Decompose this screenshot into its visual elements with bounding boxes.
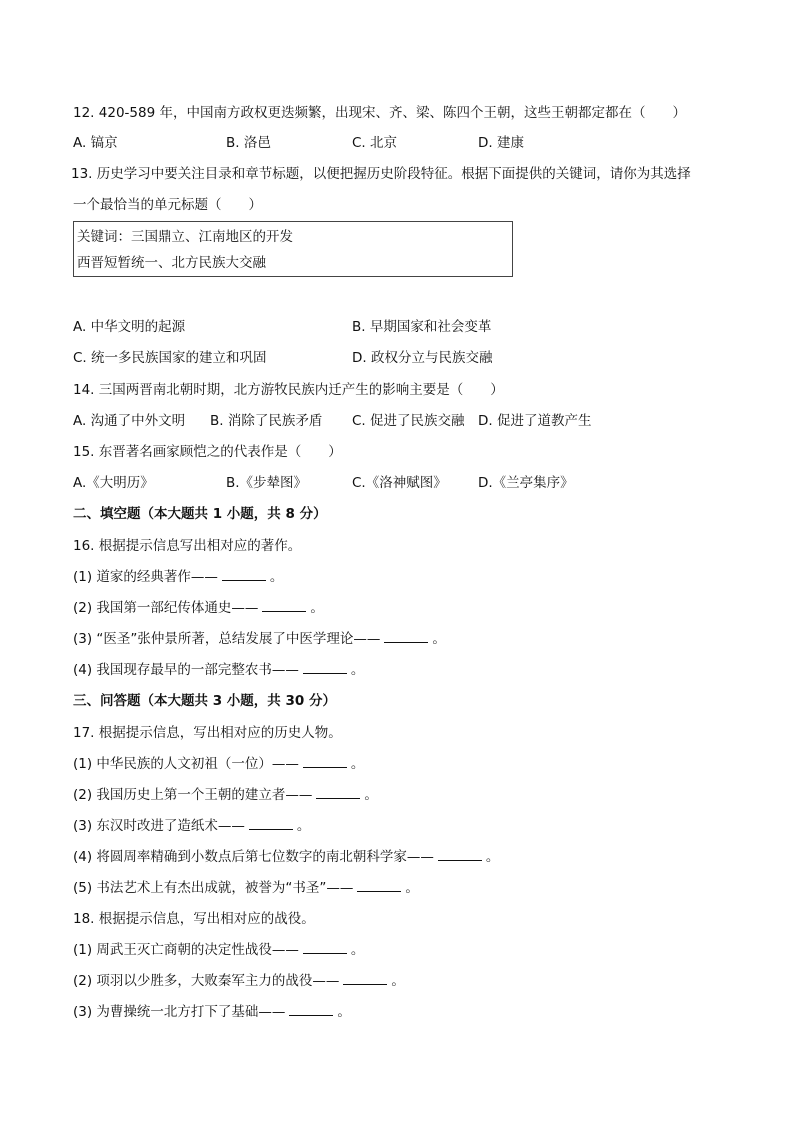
q15-option-a: A.《大明历》: [73, 475, 154, 491]
q15-options: [73, 473, 723, 493]
q14-stem: 14. 三国两晋南北朝时期，北方游牧民族内迁产生的影响主要是（ ）: [73, 382, 504, 398]
end-mark: 。: [350, 662, 365, 678]
end-mark: 。: [337, 1004, 351, 1020]
q13-keywords-line1: 关键词：三国鼎立、江南地区的开发: [77, 229, 293, 245]
q18-item-2: [73, 971, 405, 991]
answer-blank[interactable]: [289, 1003, 333, 1016]
q17-item-2: [73, 785, 378, 805]
q12-option-d: D. 建康: [478, 135, 524, 151]
q18-stem: 18. 根据提示信息，写出相对应的战役。: [73, 911, 315, 927]
q15-option-b: B.《步辇图》: [226, 475, 308, 491]
end-mark: 。: [391, 973, 405, 989]
answer-blank[interactable]: [316, 786, 360, 799]
end-mark: 。: [364, 787, 378, 803]
q17-item-3: [73, 816, 310, 836]
q16-stem: 16. 根据提示信息写出相对应的著作。: [73, 538, 302, 554]
q13-keywords-line2: 西晋短暂统一、北方民族大交融: [77, 255, 266, 271]
q16-item-1: [73, 567, 283, 587]
q13-stem-line1: 13. 历史学习中要关注目录和章节标题，以便把握历史阶段特征。根据下面提供的关键词，请你为其选择: [71, 166, 691, 182]
answer-blank[interactable]: [262, 599, 306, 612]
q17-item-5: [73, 878, 419, 898]
q14-option-d: D. 促进了道教产生: [478, 413, 592, 429]
q16-item-3: [73, 629, 446, 649]
q17-stem: 17. 根据提示信息，写出相对应的历史人物。: [73, 725, 342, 741]
q14-option-c: C. 促进了民族交融: [352, 413, 465, 429]
q18-item-2-text: (2) 项羽以少胜多，大败秦军主力的战役——: [73, 973, 340, 989]
q17-item-3-text: (3) 东汉时改进了造纸术——: [73, 818, 245, 834]
q16-item-3-text: (3) “医圣”张仲景所著，总结发展了中医学理论——: [73, 631, 381, 647]
q17-item-2-text: (2) 我国历史上第一个王朝的建立者——: [73, 787, 313, 803]
q13-options-row1: [73, 317, 723, 337]
answer-blank[interactable]: [357, 879, 401, 892]
q18-item-3-text: (3) 为曹操统一北方打下了基础——: [73, 1004, 286, 1020]
answer-blank[interactable]: [343, 972, 387, 985]
answer-blank[interactable]: [438, 848, 482, 861]
end-mark: 。: [310, 600, 324, 616]
q18-item-3: [73, 1002, 351, 1022]
end-mark: 。: [296, 818, 311, 834]
q13-option-c: C. 统一多民族国家的建立和巩固: [73, 350, 267, 366]
q12-option-b: B. 洛邑: [226, 135, 271, 151]
q15-option-d: D.《兰亭集序》: [478, 475, 574, 491]
q15-stem: 15. 东晋著名画家顾恺之的代表作是（ ）: [73, 444, 342, 460]
section2-title: 二、填空题（本大题共 1 小题，共 8 分）: [73, 506, 327, 522]
answer-blank[interactable]: [303, 755, 347, 768]
q13-options-row2: [73, 348, 723, 368]
end-mark: 。: [350, 942, 365, 958]
end-mark: 。: [405, 880, 419, 896]
answer-blank[interactable]: [249, 817, 293, 830]
q16-item-2: [73, 598, 324, 618]
q16-item-2-text: (2) 我国第一部纪传体通史——: [73, 600, 259, 616]
q12-options: [73, 133, 723, 153]
q17-item-5-text: (5) 书法艺术上有杰出成就，被誉为“书圣”——: [73, 880, 354, 896]
end-mark: 。: [350, 756, 365, 772]
section3-title: 三、问答题（本大题共 3 小题，共 30 分）: [73, 693, 336, 709]
q13-stem-line2: 一个最恰当的单元标题（ ）: [73, 197, 262, 213]
q16-item-1-text: (1) 道家的经典著作——: [73, 569, 218, 585]
q17-item-1: [73, 754, 364, 774]
q16-item-4-text: (4) 我国现存最早的一部完整农书——: [73, 662, 299, 678]
q17-item-4: [73, 847, 499, 867]
q13-option-b: B. 早期国家和社会变革: [352, 319, 492, 335]
answer-blank[interactable]: [303, 941, 347, 954]
end-mark: 。: [269, 569, 284, 585]
q12-stem: 12. 420-589 年，中国南方政权更迭频繁，出现宋、齐、梁、陈四个王朝，这些王朝都定都在（ ）: [73, 105, 686, 121]
q13-option-a: A. 中华文明的起源: [73, 319, 186, 335]
answer-blank[interactable]: [384, 630, 428, 643]
q18-item-1: [73, 940, 364, 960]
q16-item-4: [73, 660, 364, 680]
q17-item-1-text: (1) 中华民族的人文初祖（一位）——: [73, 756, 299, 772]
q14-option-a: A. 沟通了中外文明: [73, 413, 186, 429]
answer-blank[interactable]: [303, 661, 347, 674]
q13-option-d: D. 政权分立与民族交融: [352, 350, 493, 366]
q14-options: [73, 411, 723, 431]
q13-keywords-box: [73, 221, 513, 277]
q12-option-c: C. 北京: [352, 135, 398, 151]
q17-item-4-text: (4) 将圆周率精确到小数点后第七位数字的南北朝科学家——: [73, 849, 434, 865]
q14-option-b: B. 消除了民族矛盾: [210, 413, 323, 429]
q18-item-1-text: (1) 周武王灭亡商朝的决定性战役——: [73, 942, 299, 958]
q15-option-c: C.《洛神赋图》: [352, 475, 447, 491]
q12-option-a: A. 镐京: [73, 135, 118, 151]
end-mark: 。: [432, 631, 446, 647]
answer-blank[interactable]: [222, 568, 266, 581]
end-mark: 。: [485, 849, 500, 865]
